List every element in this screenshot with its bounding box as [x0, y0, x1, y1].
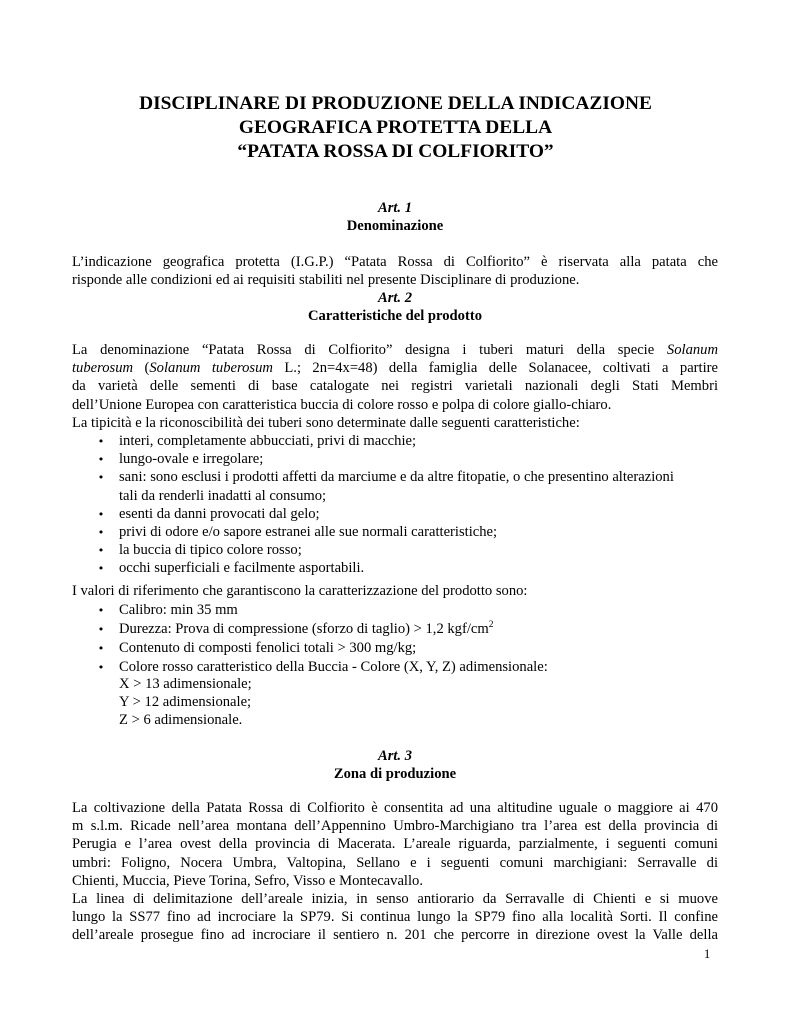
bullet-icon — [97, 559, 105, 578]
art1-p1-line-1: L’indicazione geografica protetta (I.G.P.) “Patata Rossa di Colfiorito” è riservata alla patata che — [72, 254, 718, 270]
z-value: Z > 6 adimensionale. — [119, 712, 243, 729]
art3-paragraph — [72, 799, 718, 945]
list-item: • Durezza: Prova di compressione (sforzo di taglio) > 1,2 kgf/$cm^2$ — [72, 620, 718, 638]
title-line-1: DISCIPLINARE DI PRODUZIONE DELLA INDICAZIONE — [139, 93, 652, 114]
art3-p1-line-2: m s.l.m. Ricade nell’area montana dell’Appennino Umbro-Marchigiano tra l’area est della provincia di — [72, 818, 718, 835]
art3-p2-line-1: La linea di delimitazione dell’areale inizia, in senso antiorario da Serravalle di Chienti e si muove — [72, 890, 718, 907]
bullet-icon — [97, 523, 105, 542]
values-list — [72, 601, 718, 676]
art3-heading — [72, 747, 718, 783]
list-item: • esenti da danni provocati dal gelo; — [72, 505, 718, 523]
art2-p3: I valori di riferimento che garantiscono la caratterizzazione del prodotto sono: — [72, 583, 528, 599]
art3-name: Zona di produzione — [333, 766, 457, 783]
art2-p1-line-4: dell’Unione Europea con caratteristica buccia di colore rosso e polpa di colore giallo-chiaro. — [72, 396, 612, 413]
bullet-icon — [97, 468, 105, 487]
art3-number: Art. 3 — [377, 748, 413, 764]
art2-p1-line-2: tuberosum (Solanum tuberosum L.; 2n=4x=48) della famiglia delle Solanacee, coltivati a partire — [72, 360, 718, 377]
art3-p2-line-3: dell’areale prosegue fino ad incrociare il sentiero n. 201 che percorre in direzione ovest la Valle della — [72, 927, 718, 944]
document-title — [60, 92, 731, 165]
y-value: Y > 12 adimensionale; — [119, 694, 252, 711]
bullet-icon — [97, 658, 105, 677]
art2-p1-line-3: da varietà delle sementi di base catalogate nei registri varietali nazionali degli Stati Membri — [72, 378, 718, 395]
list-item: • occhi superficiali e facilmente asportabili. — [72, 559, 718, 577]
bullet-icon — [97, 620, 105, 639]
bullet-icon — [97, 505, 105, 524]
bullet-icon — [97, 541, 105, 560]
list-item: • Calibro: min 35 mm — [72, 601, 718, 619]
list-item: • lungo-ovale e irregolare; — [72, 450, 718, 468]
art1-paragraph — [72, 253, 718, 289]
art2-p1-line-1: La denominazione “Patata Rossa di Colfiorito” designa i tuberi maturi della specie Solanum — [72, 342, 718, 358]
list-item: • Contenuto di composti fenolici totali > 300 mg/kg; — [72, 639, 718, 657]
bullet-icon — [97, 432, 105, 451]
art3-p1-line-3: Perugia e l’area ovest della provincia di Macerata. L’areale riguarda, parzialmente, i seguenti comuni — [72, 836, 718, 853]
art3-p1-line-5: Chienti, Muccia, Pieve Torina, Sefro, Visso e Montecavallo. — [72, 872, 423, 889]
art3-p2-line-2: lungo la SS77 fino ad incrociare la SP79. Si continua lungo la SP79 fino alla località Sorti. Il confine — [72, 909, 718, 926]
title-line-3: “PATATA ROSSA DI COLFIORITO” — [237, 141, 554, 163]
xyz-values — [119, 675, 252, 730]
bullet-icon — [97, 601, 105, 620]
art2-paragraph-1 — [72, 341, 718, 432]
bullet-icon — [97, 639, 105, 658]
list-item: • Colore rosso caratteristico della Buccia - Colore (X, Y, Z) adimensionale: — [72, 658, 718, 676]
list-item: • privi di odore e/o sapore estranei alle sue normali caratteristiche; — [72, 523, 718, 541]
art2-number: Art. 2 — [377, 290, 413, 306]
art2-name: Caratteristiche del prodotto — [307, 308, 482, 325]
list-item: • la buccia di tipico colore rosso; — [72, 541, 718, 559]
list-item: • interi, completamente abbucciati, privi di macchie; — [72, 432, 718, 450]
art1-name: Denominazione — [346, 218, 444, 235]
page-number: 1 — [704, 947, 711, 961]
art2-paragraph-3 — [72, 582, 718, 600]
art1-p1-line-2: risponde alle condizioni ed ai requisiti stabiliti nel presente Disciplinare di produzione. — [72, 272, 580, 289]
art1-number: Art. 1 — [377, 200, 413, 216]
x-value: X > 13 adimensionale; — [119, 676, 252, 692]
title-line-2: GEOGRAFICA PROTETTA DELLA — [238, 117, 553, 139]
art1-heading — [72, 199, 718, 235]
art2-heading — [72, 289, 718, 325]
bullet-icon — [97, 450, 105, 469]
art3-p1-line-4: umbri: Foligno, Nocera Umbra, Valtopina, Sellano e i seguenti comuni marchigiani: Serravalle di — [72, 854, 718, 871]
list-item: • sani: sono esclusi i prodotti affetti da marciume e da altre fitopatie, o che presentino alterazioni tali da renderli inadatti al consumo; — [72, 468, 718, 504]
art2-p2: La tipicità e la riconoscibilità dei tuberi sono determinate dalle seguenti caratteristiche: — [72, 414, 580, 431]
art3-p1-line-1: La coltivazione della Patata Rossa di Colfiorito è consentita ad una altitudine uguale o maggiore ai 470 — [72, 800, 718, 816]
features-list — [72, 432, 718, 578]
